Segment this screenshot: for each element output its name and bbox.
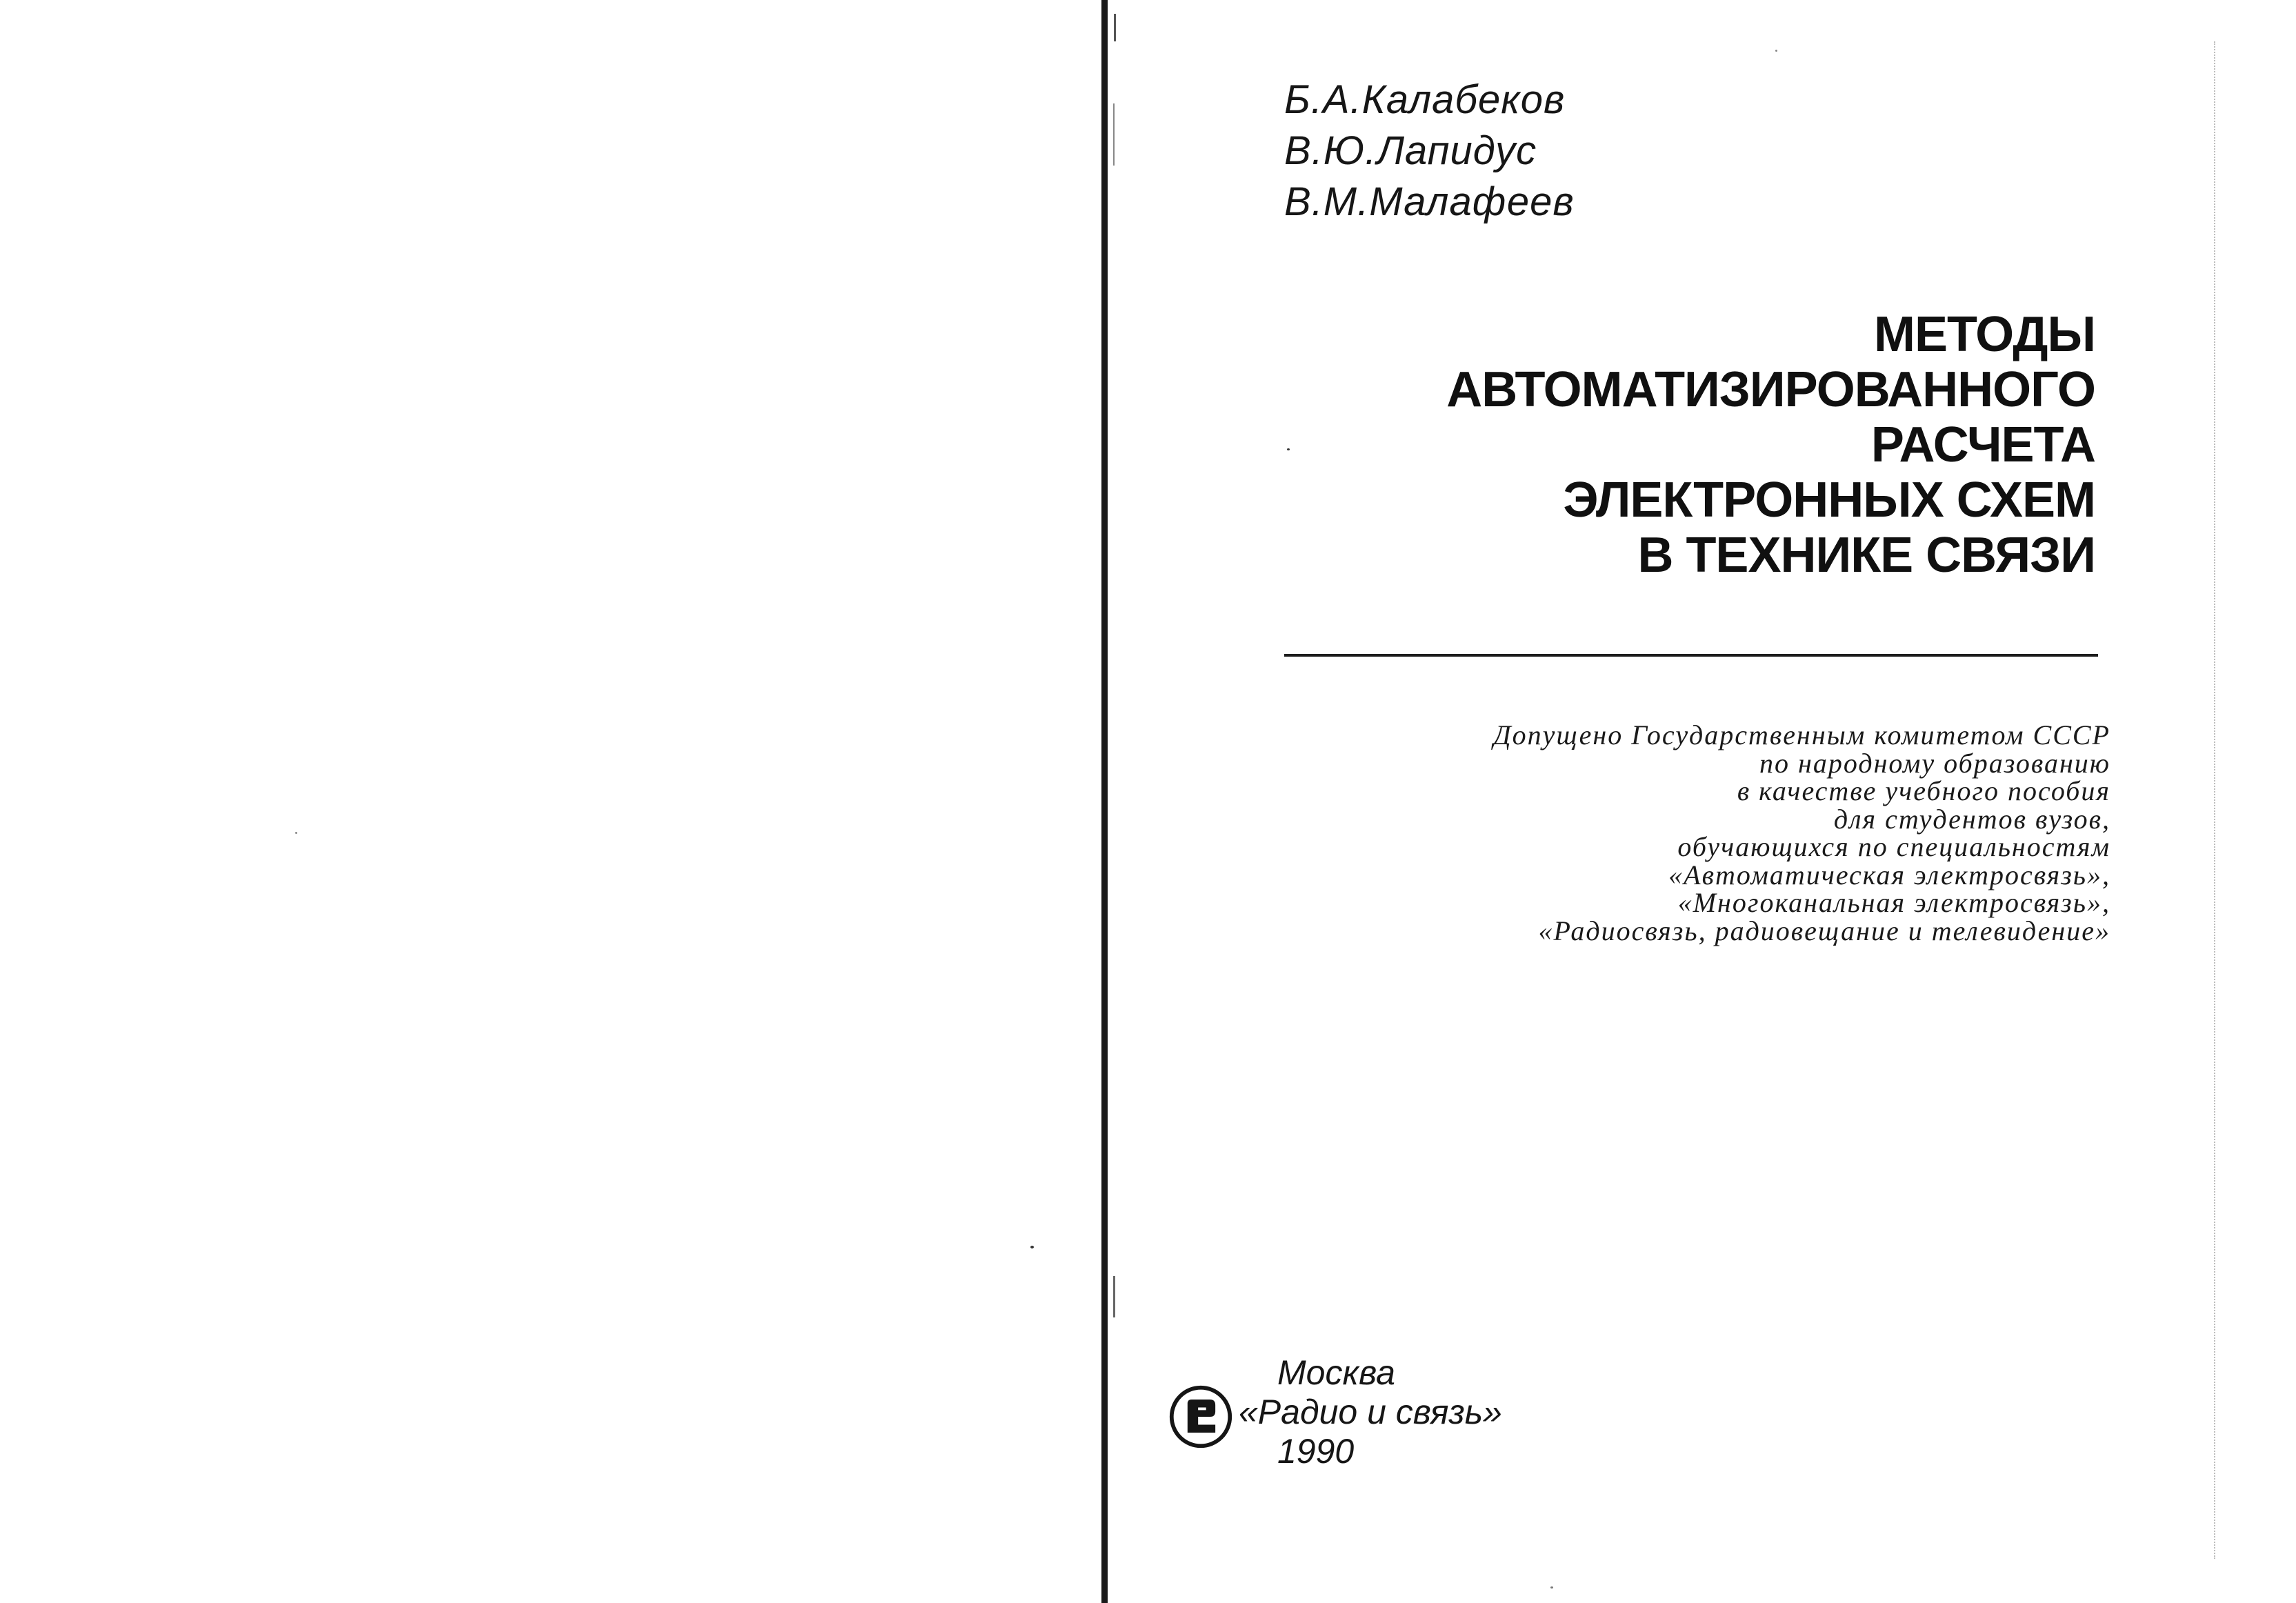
title-line: АВТОМАТИЗИРОВАННОГО bbox=[1446, 362, 2095, 417]
approval-line: обучающихся по специальностям bbox=[1677, 831, 2110, 862]
publication-year: 1990 bbox=[1277, 1432, 1355, 1471]
author-name: В.М.Малафеев bbox=[1284, 179, 1575, 224]
book-spine bbox=[1101, 0, 1108, 1603]
author-name: Б.А.Калабеков bbox=[1284, 77, 1566, 122]
scan-speck bbox=[1113, 1276, 1115, 1317]
page-edge bbox=[2214, 41, 2217, 1559]
approval-line: «Автоматическая электросвязь», bbox=[1668, 859, 2110, 890]
publisher-name: «Радио и связь» bbox=[1239, 1393, 1502, 1431]
scan-speck bbox=[1550, 1586, 1553, 1589]
approval-line: «Многоканальная электросвязь», bbox=[1677, 887, 2110, 918]
authors-block bbox=[1284, 74, 1767, 228]
scan-speck bbox=[295, 832, 297, 834]
publisher-city: Москва bbox=[1277, 1353, 1395, 1392]
approval-line: Допущено Государственным комитетом СССР bbox=[1493, 719, 2110, 750]
publisher-block bbox=[1239, 1353, 1584, 1471]
author-name: В.Ю.Лапидус bbox=[1284, 128, 1537, 173]
approval-statement bbox=[1310, 721, 2110, 945]
approval-line: «Радиосвязь, радиовещание и телевидение» bbox=[1538, 915, 2110, 946]
publisher-logo-icon bbox=[1168, 1384, 1234, 1450]
approval-line: в качестве учебного пособия bbox=[1737, 775, 2110, 806]
title-line: ЭЛЕКТРОННЫХ СХЕМ bbox=[1563, 472, 2095, 528]
scan-speck bbox=[1113, 103, 1115, 166]
book-title bbox=[1297, 307, 2095, 583]
left-blank-page bbox=[0, 0, 1107, 1603]
approval-line: для студентов вузов, bbox=[1833, 803, 2110, 835]
scan-speck bbox=[1114, 14, 1116, 41]
scan-speck bbox=[1287, 448, 1290, 450]
title-line: МЕТОДЫ bbox=[1873, 307, 2095, 362]
scan-speck bbox=[1775, 50, 1777, 52]
title-line: В ТЕХНИКЕ СВЯЗИ bbox=[1637, 528, 2095, 583]
title-divider bbox=[1284, 654, 2098, 657]
scan-speck bbox=[1030, 1246, 1034, 1248]
approval-line: по народному образованию bbox=[1759, 747, 2110, 779]
title-line: РАСЧЕТА bbox=[1870, 417, 2095, 472]
